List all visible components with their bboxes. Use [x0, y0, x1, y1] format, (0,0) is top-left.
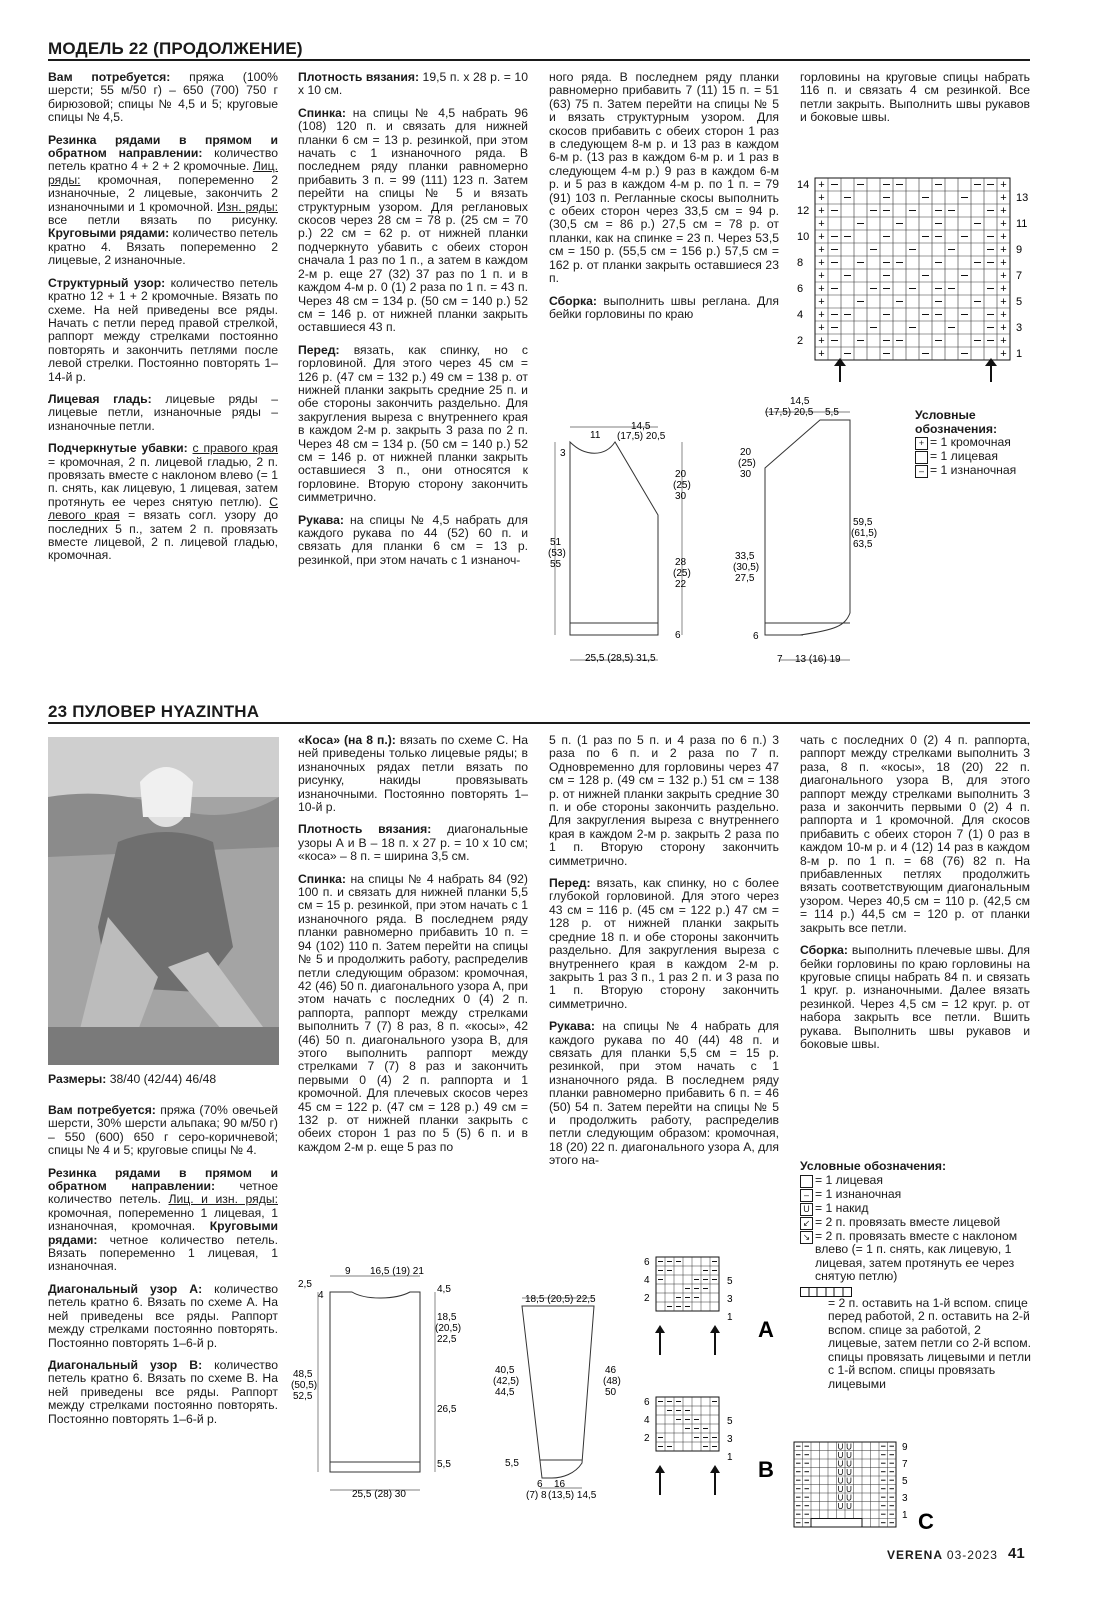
dim-text: 20 — [675, 469, 687, 480]
dim-text: 22 — [675, 579, 687, 590]
dim-text: 26,5 — [437, 1404, 457, 1415]
legend-text: = 1 накид — [815, 1200, 869, 1215]
dim-text: 18,5 (20,5) 22,5 — [525, 1294, 596, 1305]
chart-label: C — [918, 1509, 934, 1534]
edge-stitch-mark: + — [1000, 218, 1007, 230]
m22-column-2 — [298, 71, 528, 576]
dim-text: 30 — [740, 469, 752, 480]
m22-legend — [915, 409, 1045, 478]
row-number: 3 — [727, 1294, 733, 1305]
paragraph: «Коса» (на 8 п.): вязать по схеме С. На ней приведены только лицевые ряды; в изнаночных рядах петли вязать по рисунку, накиды провязывать изнаночными. Постоянно повторять 1–10-й р. — [298, 733, 529, 815]
legend-text: = 1 изнаночная — [815, 1186, 902, 1201]
dim-text: 7 — [777, 654, 783, 665]
legend-symbol-icon — [915, 451, 928, 464]
edge-stitch-mark: + — [1000, 309, 1007, 321]
dim-text: 4 — [318, 1290, 324, 1301]
paragraph: Рукава: на спицы № 4 набрать для каждого рукава по 40 (44) 48 п. и связать для планки 5,5 см = 15 р. резинкой, при этом начать с 1 изнаночного ряда. В последнем ряду планки равномерно прибавить 6 п. = 46 (50) 54 п. Затем перейти на спицы № 5 и продолжить работу, распределив петли следующим образом: кромочная, 18 (20) 22 п. диагонального узора А, для этого на- — [549, 1019, 779, 1168]
dim-text: (61,5) — [851, 528, 878, 539]
edge-stitch-mark: + — [818, 309, 825, 321]
dim-text: (50,5) — [291, 1380, 318, 1391]
dim-text: 5,5 — [505, 1458, 519, 1469]
row-number: 4 — [644, 1415, 650, 1426]
legend-text: = 1 кромочная — [930, 435, 1011, 449]
yarn-over-mark: U — [837, 1476, 844, 1486]
m22-column-1 — [48, 71, 278, 572]
dim-text: 14,5 — [631, 421, 651, 432]
row-number: 6 — [797, 283, 804, 295]
row-number: 14 — [797, 179, 810, 191]
row-number: 1 — [902, 1510, 908, 1521]
dim-text: (13,5) 14,5 — [548, 1490, 597, 1501]
paragraph: Вам потребуется: пряжа (100% шерсти; 55 м/50 г) – 650 (700) 750 г бирюзовой; спицы № 4,5 и 5; круговые спицы № 4,5. — [48, 70, 278, 125]
row-number: 9 — [902, 1442, 908, 1453]
dim-text: (17,5) 20,5 — [617, 431, 666, 442]
dim-text: 30 — [675, 491, 687, 502]
row-number: 7 — [902, 1459, 908, 1470]
legend-item — [800, 1202, 1032, 1216]
row-number: 2 — [644, 1433, 650, 1444]
photo-illustration — [48, 737, 279, 1065]
edge-stitch-mark: + — [1000, 335, 1007, 347]
m23-chart-b — [640, 1395, 785, 1515]
edge-stitch-mark: + — [1000, 296, 1007, 308]
dim-text: 44,5 — [495, 1387, 515, 1398]
edge-stitch-mark: + — [818, 296, 825, 308]
legend-item — [915, 450, 1045, 464]
paragraph: Вам потребуется: пряжа (70% овечьей шерсти, 30% шерсти альпака; 90 м/50 г) – 550 (600) 650 г серо-коричневой; спицы № 4 и 5; круговые спицы № 4. — [48, 1103, 279, 1158]
edge-stitch-mark: + — [818, 348, 825, 360]
legend-symbol-icon: + — [915, 437, 928, 450]
arrow-head — [710, 1465, 720, 1473]
dim-text: 48,5 — [293, 1369, 313, 1380]
legend-text: = 1 изнаночная — [930, 463, 1017, 477]
row-number: 9 — [1016, 244, 1023, 256]
paragraph: Спинка: на спицы № 4 набрать 84 (92) 100 п. и связать для нижней планки 5,5 см = 15 р. резинкой, при этом начать с 1 изнаночного ряда. В последнем ряду планки равномерно прибавить 10 п. = 94 (102) 110 п. Затем перейти на спицы № 5 и продолжить работу, распределив петли следующим образом: кромочная, 42 (46) 50 п. диагонального узора А, при этом начать с последних 0 (4) 2 п. раппорта, раппорт между стрелками выполнить 7 (7) 8 раз, 8 п. «косы», 42 (46) 50 п. диагонального узора В, для этого выполнить раппорт между стрелками 7 (7) 8 раз и закончить первыми 0 (4) 2 п. раппорта и 1 кромочной. Для плечевых скосов через 45 см = 122 р. (47 см = 128 р.) 49 см = 132 р. от нижней планки закрыть с обеих сторон 1 раз по 5 (5) 6 п. и в каждом 2-м р. еще 5 раз по — [298, 871, 528, 1154]
paragraph: Подчеркнутые убавки: с правого края = кромочная, 2 п. лицевой гладью, 2 п. провязать вместе с наклоном влево (= 1 п. снять, как лицевую, 1 лицевая, затем протянуть ее через снятую петлю). С левого края = вязать согл. узору до последних 5 п., затем 2 п. провязать вместе лицевой, 2 п. лицевой гладью, кромочная. — [48, 441, 279, 563]
row-number: 13 — [1016, 192, 1029, 204]
paragraph: 5 п. (1 раз по 5 п. и 4 раза по 6 п.) 3 раза по 6 п. и 2 раза по 7 п. Одновременно для горловины через 47 см = 128 р. (49 см = 132 р.) 51 см = 138 р. от нижней планки закрыть средние 30 п. и обе стороны закончить раздельно. Для закругления выреза с внутреннего края в каждом 2-м р. закрыть 2 раза по 1 п. Вторую сторону закончить симметрично. — [549, 733, 779, 868]
edge-stitch-mark: + — [1000, 348, 1007, 360]
edge-stitch-mark: + — [1000, 322, 1007, 334]
edge-stitch-mark: + — [818, 257, 825, 269]
paragraph: Резинка рядами в прямом и обратном направлении: четное количество петель. Лиц. и изн. ряды: кромочная, попеременно 1 лицевая, 1 изнаночная, кромочная. Круговыми рядами: четное количество петель. Вязать попеременно 1 лицевая, 1 изнаночная. — [48, 1165, 279, 1274]
section-title-model-22: МОДЕЛЬ 22 (ПРОДОЛЖЕНИЕ) — [48, 39, 303, 58]
model-photo — [48, 737, 279, 1065]
dim-text: (42,5) — [493, 1376, 520, 1387]
dim-text: 22,5 — [437, 1334, 457, 1345]
dim-text: 9 — [345, 1266, 351, 1277]
chart-label: A — [758, 1317, 774, 1342]
yarn-over-mark: U — [837, 1502, 844, 1511]
row-number: 12 — [797, 205, 810, 217]
legend-symbol-icon: U — [800, 1203, 813, 1216]
row-number: 11 — [1016, 218, 1028, 230]
edge-stitch-mark: + — [818, 231, 825, 243]
paragraph: Сборка: выполнить швы реглана. Для бейки горловины по краю — [549, 293, 779, 321]
paragraph: Структурный узор: количество петель кратно 12 + 1 + 2 кромочные. Вязать по схеме. На ней приведены все ряды. Начать с петли перед правой стрелкой, раппорт между стрелками постоянно повторять и закончить петлями после левой стрелки. Постоянно повторять 1–14-й р. — [48, 275, 279, 384]
legend-symbol-icon — [800, 1175, 813, 1188]
footer-brand — [887, 1548, 998, 1562]
row-number: 3 — [1016, 322, 1023, 334]
paragraph: Перед: вязать, как спинку, но с горловиной. Для этого через 45 см = 126 р. (47 см = 132 р.) 49 см = 138 р. от нижней планки закрыть средние 25 п. и обе стороны закончить раздельно. Для закругления выреза с внутреннего края в каждом 2-м р. закрыть 3 раза по 2 п. Через 48 см = 134 р. (50 см = 140 р.) 52 см = 146 р. от нижней планки закрыть оставшиеся 3 п., они относятся к горловине. Вторую сторону закончить симметрично. — [298, 342, 528, 505]
m22-column-4 — [800, 71, 1030, 134]
cable-symbol — [800, 1287, 852, 1297]
dim-text: 51 — [550, 537, 562, 548]
edge-stitch-mark: + — [818, 244, 825, 256]
edge-stitch-mark: + — [818, 192, 825, 204]
yarn-over-mark: U — [837, 1442, 844, 1452]
row-number: 5 — [1016, 296, 1023, 308]
dim-text: 55 — [550, 559, 562, 570]
edge-stitch-mark: + — [1000, 270, 1007, 282]
legend-text: = 1 лицевая — [815, 1172, 883, 1187]
edge-stitch-mark: + — [818, 179, 825, 191]
yarn-over-mark: U — [846, 1468, 852, 1477]
m23-legend — [800, 1160, 1032, 1391]
edge-stitch-mark: + — [818, 218, 825, 230]
chart-left-row-numbers — [797, 179, 809, 347]
legend-item — [800, 1188, 1032, 1202]
chart-right-row-numbers — [1016, 192, 1028, 360]
m22-column-3 — [549, 71, 779, 330]
row-number: 3 — [902, 1493, 908, 1504]
legend-symbol-icon: – — [800, 1189, 813, 1202]
dim-text: (25) — [673, 480, 691, 491]
dim-text: 13 (16) 19 — [795, 654, 841, 665]
dim-text: (25) — [738, 458, 756, 469]
row-number: 3 — [727, 1434, 733, 1445]
edge-stitch-mark: + — [818, 283, 825, 295]
dim-text: 4,5 — [437, 1284, 451, 1295]
edge-stitch-mark: + — [1000, 192, 1007, 204]
row-number: 10 — [797, 231, 810, 243]
dim-text: 27,5 — [735, 573, 755, 584]
brand-name: VERENA — [887, 1548, 943, 1562]
row-number: 2 — [797, 335, 804, 347]
yarn-over-mark: U — [846, 1476, 852, 1486]
m23-chart-c — [788, 1440, 948, 1534]
paragraph: Резинка рядами в прямом и обратном направлении: количество петель кратно 4 + 2 + 2 кромочные. Лиц. ряды: кромочная, попеременно 2 изнаночные, 2 лицевые, закончить 2 изнаночными и 1 кромочной. Изн. ряды: все петли вязать по рисунку. Круговыми рядами: количество петель кратно 4. Вязать попеременно 2 лицевые, 2 изнаночные. — [48, 132, 278, 268]
cable-cross-mark — [811, 1519, 862, 1528]
m23-column-1 — [48, 1104, 278, 1435]
paragraph: Рукава: на спицы № 4,5 набрать для каждого рукава по 44 (52) 60 п. и связать для планки 6 см = 13 р. резинкой, при этом начать с 1 изнаноч- — [298, 512, 528, 567]
yarn-over-mark: U — [837, 1493, 844, 1503]
m23-chart-a — [640, 1255, 785, 1375]
dim-text: 46 — [605, 1365, 617, 1376]
legend-title: Условные обозначения: — [915, 408, 998, 436]
row-number: 4 — [644, 1275, 650, 1286]
dim-text: 18,5 — [437, 1312, 457, 1323]
m22-sleeve-pattern — [735, 398, 880, 670]
issue-number: 03-2023 — [946, 1548, 998, 1562]
dim-text: 16,5 (19) 21 — [370, 1266, 424, 1277]
dim-text: (53) — [548, 548, 566, 559]
yarn-over-mark: U — [846, 1442, 852, 1452]
cable-legend — [800, 1286, 1032, 1297]
edge-stitch-mark: + — [1000, 244, 1007, 256]
dim-text: 20 — [740, 447, 752, 458]
legend-item — [915, 464, 1045, 478]
arrow-head — [655, 1465, 665, 1473]
paragraph: горловины на круговые спицы набрать 116 п. и связать 4 см резинкой. Все петли закрыть. Выполнить швы рукавов и боковые швы. — [800, 70, 1030, 125]
arrow-head — [655, 1325, 665, 1333]
dim-text: 16 — [554, 1479, 566, 1490]
dim-text: 33,5 — [735, 551, 755, 562]
legend-text: = 1 лицевая — [930, 449, 998, 463]
dim-text: 25,5 (28,5) 31,5 — [585, 653, 656, 664]
row-number: 1 — [727, 1312, 733, 1323]
yarn-over-mark: U — [846, 1451, 852, 1460]
dim-text: (48) — [603, 1376, 621, 1387]
header-rule — [48, 722, 1030, 724]
edge-stitch-mark: + — [1000, 257, 1007, 269]
paragraph: ного ряда. В последнем ряду планки равномерно прибавить 7 (11) 15 п. = 51 (63) 75 п. Затем перейти на спицы № 5 и вязать структурным узором. Для скосов прибавить с обеих сторон 1 раз в следующем 8-м р. и 13 раз в каждом 6-м р. (13 раз в каждом 6-м р. и 1 раз в следующем 4-м р.) 9 раз в каждом 6-м р. и 5 раз в каждом 4-м р. по 1 п. = 79 (91) 103 п. Регланные скосы выполнить с обеих сторон через 33,5 см = 94 р. (30,5 см = 86 р.) 27,5 см = 78 р. от планки, как на спинке = 23 п. Через 53,5 см = 150 р. (55,5 см = 156 р.) 57,5 см = 162 р. от планки закрыть оставшиеся 23 п. — [549, 70, 779, 286]
paragraph: Диагональный узор В: количество петель кратно 6. Вязать по схеме В. На ней приведены все ряды. Раппорт между стрелками постоянно повторять. Постоянно повторять 1–6-й р. — [48, 1357, 278, 1426]
dim-text: (25) — [673, 568, 691, 579]
legend-item — [800, 1216, 1032, 1230]
chart-label: B — [758, 1457, 774, 1482]
legend-symbol-icon: – — [915, 465, 928, 478]
header-rule — [48, 59, 1030, 61]
row-number: 5 — [902, 1476, 908, 1487]
row-number: 5 — [727, 1276, 733, 1287]
dim-text: 5,5 — [825, 407, 839, 418]
dim-text: 59,5 — [853, 517, 873, 528]
row-number: 8 — [797, 257, 804, 269]
dim-text: (20,5) — [435, 1323, 462, 1334]
m23-sizes: Размеры: 38/40 (42/44) 46/48 — [48, 1072, 217, 1086]
m22-structural-chart — [795, 170, 1035, 385]
legend-title: Условные обозначения: — [800, 1159, 947, 1173]
paragraph: Спинка: на спицы № 4,5 набрать 96 (108) 120 п. и связать для нижней планки 6 см = 13 р. резинкой, при этом начать с 1 изнаночного ряда. В последнем ряду планки равномерно прибавить 3 п. = 99 (111) 123 п. Затем перейти на спицы № 5 и вязать структурным узором. Для реглановых скосов через 28 см = 78 р. (25 см = 70 р.) 22 см = 62 р. от нижней планки подчеркнуто убавить с обеих сторон сначала 1 раз по 1 п., а затем в каждом 2-м р. еще 27 (32) 37 раз по 1 п. и в каждом 4-м р. 0 (1) 2 раза по 1 п. = 43 п. Через 48 см = 134 р. (50 см = 140 р.) 52 см = 146 р. от нижней планки закрыть оставшиеся 43 п. — [298, 105, 528, 335]
dim-text: 6 — [675, 630, 681, 641]
dim-text: 14,5 — [790, 396, 810, 407]
row-number: 1 — [1016, 348, 1023, 360]
edge-stitch-mark: + — [818, 322, 825, 334]
dim-text: (7) 8 — [526, 1490, 547, 1501]
row-number: 7 — [1016, 270, 1023, 282]
paragraph: Плотность вязания: диагональные узоры А и В – 18 п. х 27 р. = 10 х 10 см; «коса» – 8 п. = ширина 3,5 см. — [298, 822, 528, 864]
yarn-over-mark: U — [846, 1485, 852, 1494]
legend-text: = 2 п. провязать вместе лицевой — [815, 1214, 1001, 1229]
row-number: 4 — [797, 309, 804, 321]
paragraph: Диагональный узор А: количество петель кратно 6. Вязать по схеме А. На ней приведены все ряды. Раппорт между стрелками постоянно повторять. Постоянно повторять 1–6-й р. — [48, 1281, 278, 1350]
yarn-over-mark: U — [846, 1502, 852, 1511]
dim-text: 28 — [675, 557, 687, 568]
edge-stitch-mark: + — [818, 335, 825, 347]
paragraph: Плотность вязания: 19,5 п. х 28 р. = 10 х 10 см. — [298, 70, 528, 98]
dim-text: 52,5 — [293, 1391, 313, 1402]
paragraph: чать с последних 0 (2) 4 п. раппорта, раппорт между стрелками выполнить 3 раза, 8 п. «косы», 18 (20) 22 п. диагонального узора В, для этого раппорт между стрелками выполнить 3 раза и закончить первыми 0 (2) 4 п. раппорта и 1 кромочной. Для скосов прибавить с обеих сторон 7 (1) 0 раз в каждом 10-м р. и 4 (12) 14 раз в каждом 8-м р. по 1 п. = 68 (76) 82 п. На прибавленных петлях продолжить вязать соответствующим диагональным узором. Через 40,5 см = 110 р. (42,5 см = 114 р.) 44,5 см = 120 р. от планки закрыть все петли. — [800, 733, 1030, 935]
m23-column-3 — [549, 734, 779, 1177]
row-number: 2 — [644, 1293, 650, 1304]
edge-stitch-mark: + — [1000, 205, 1007, 217]
dim-text: (17,5) 20,5 — [765, 407, 814, 418]
yarn-over-mark: U — [837, 1459, 844, 1469]
page-number: 41 — [1008, 1545, 1025, 1562]
dim-text: (30,5) — [733, 562, 760, 573]
dim-text: 3 — [560, 448, 566, 459]
row-number: 6 — [644, 1257, 650, 1268]
m23-column-4 — [800, 734, 1030, 1060]
yarn-over-mark: U — [837, 1485, 844, 1494]
legend-item — [800, 1230, 1032, 1284]
m22-back-pattern — [545, 405, 710, 670]
legend-text: = 2 п. провязать вместе с наклоном влево (= 1 п. снять, как лицевую, 1 лицевая, затем протянуть ее через снятую петлю) — [815, 1228, 1018, 1283]
dim-text: 40,5 — [495, 1365, 515, 1376]
paragraph: Сборка: выполнить плечевые швы. Для бейки горловины по краю горловины на круговые спицы набрать 84 п. и связать 1 круг. р. изнаночными. Далее вязать резинкой. Через 4,5 см = 12 круг. р. от набора закрыть все петли. Вшить рукава. Выполнить швы рукавов и боковые швы. — [800, 943, 1030, 1051]
legend-symbol-icon: ↙ — [800, 1217, 813, 1230]
dim-text: 25,5 (28) 30 — [352, 1489, 406, 1500]
yarn-over-mark: U — [846, 1459, 852, 1469]
edge-stitch-mark: + — [1000, 231, 1007, 243]
row-number: 6 — [644, 1397, 650, 1408]
arrow-head — [710, 1325, 720, 1333]
edge-stitch-mark: + — [818, 270, 825, 282]
dim-text: 5,5 — [437, 1459, 451, 1470]
dim-text: 2,5 — [298, 1279, 312, 1290]
m23-column-2 — [298, 734, 528, 1163]
legend-item — [915, 436, 1045, 450]
dim-text: 63,5 — [853, 539, 873, 550]
row-number: 5 — [727, 1416, 733, 1427]
dim-text: 6 — [753, 631, 759, 642]
cable-legend-text: = 2 п. оставить на 1-й вспом. спице перед работой, 2 п. оставить на 2-й вспом. спице за работой, 2 лицевые, затем петли со 2-й вспом. спицы провязать лицевыми и петли с 1-й вспом. спицы провязать лицевыми — [828, 1295, 1032, 1391]
edge-stitch-mark: + — [818, 205, 825, 217]
m23-sleeve-pattern — [490, 1288, 625, 1510]
yarn-over-mark: U — [837, 1451, 844, 1460]
yarn-over-mark: U — [837, 1468, 844, 1477]
legend-symbol-icon: ↘ — [800, 1231, 813, 1244]
dim-text: 50 — [605, 1387, 617, 1398]
paragraph: Лицевая гладь: лицевые ряды – лицевые петли, изнаночные ряды – изнаночные петли. — [48, 391, 278, 433]
edge-stitch-mark: + — [1000, 283, 1007, 295]
paragraph: Перед: вязать, как спинку, но с более глубокой горловиной. Для этого через 43 см = 116 р. (45 см = 122 р.) 47 см = 128 р. от нижней планки закрыть средние 18 п. и обе стороны закончить раздельно. Для закругления выреза с внутреннего края в каждом 2-м р. закрыть 1 раз 3 п., 1 раз 2 п. и 3 раза по 1 п. Вторую сторону закончить симметрично. — [549, 876, 779, 1011]
legend-item — [800, 1174, 1032, 1188]
yarn-over-mark: U — [846, 1493, 852, 1503]
section-title-model-23: 23 ПУЛОВЕР HYAZINTHA — [48, 702, 260, 721]
m23-back-pattern — [290, 1262, 465, 1502]
edge-stitch-mark: + — [1000, 179, 1007, 191]
dim-text: 11 — [590, 430, 601, 441]
dim-text: 6 — [537, 1479, 543, 1490]
row-number: 1 — [727, 1452, 733, 1463]
